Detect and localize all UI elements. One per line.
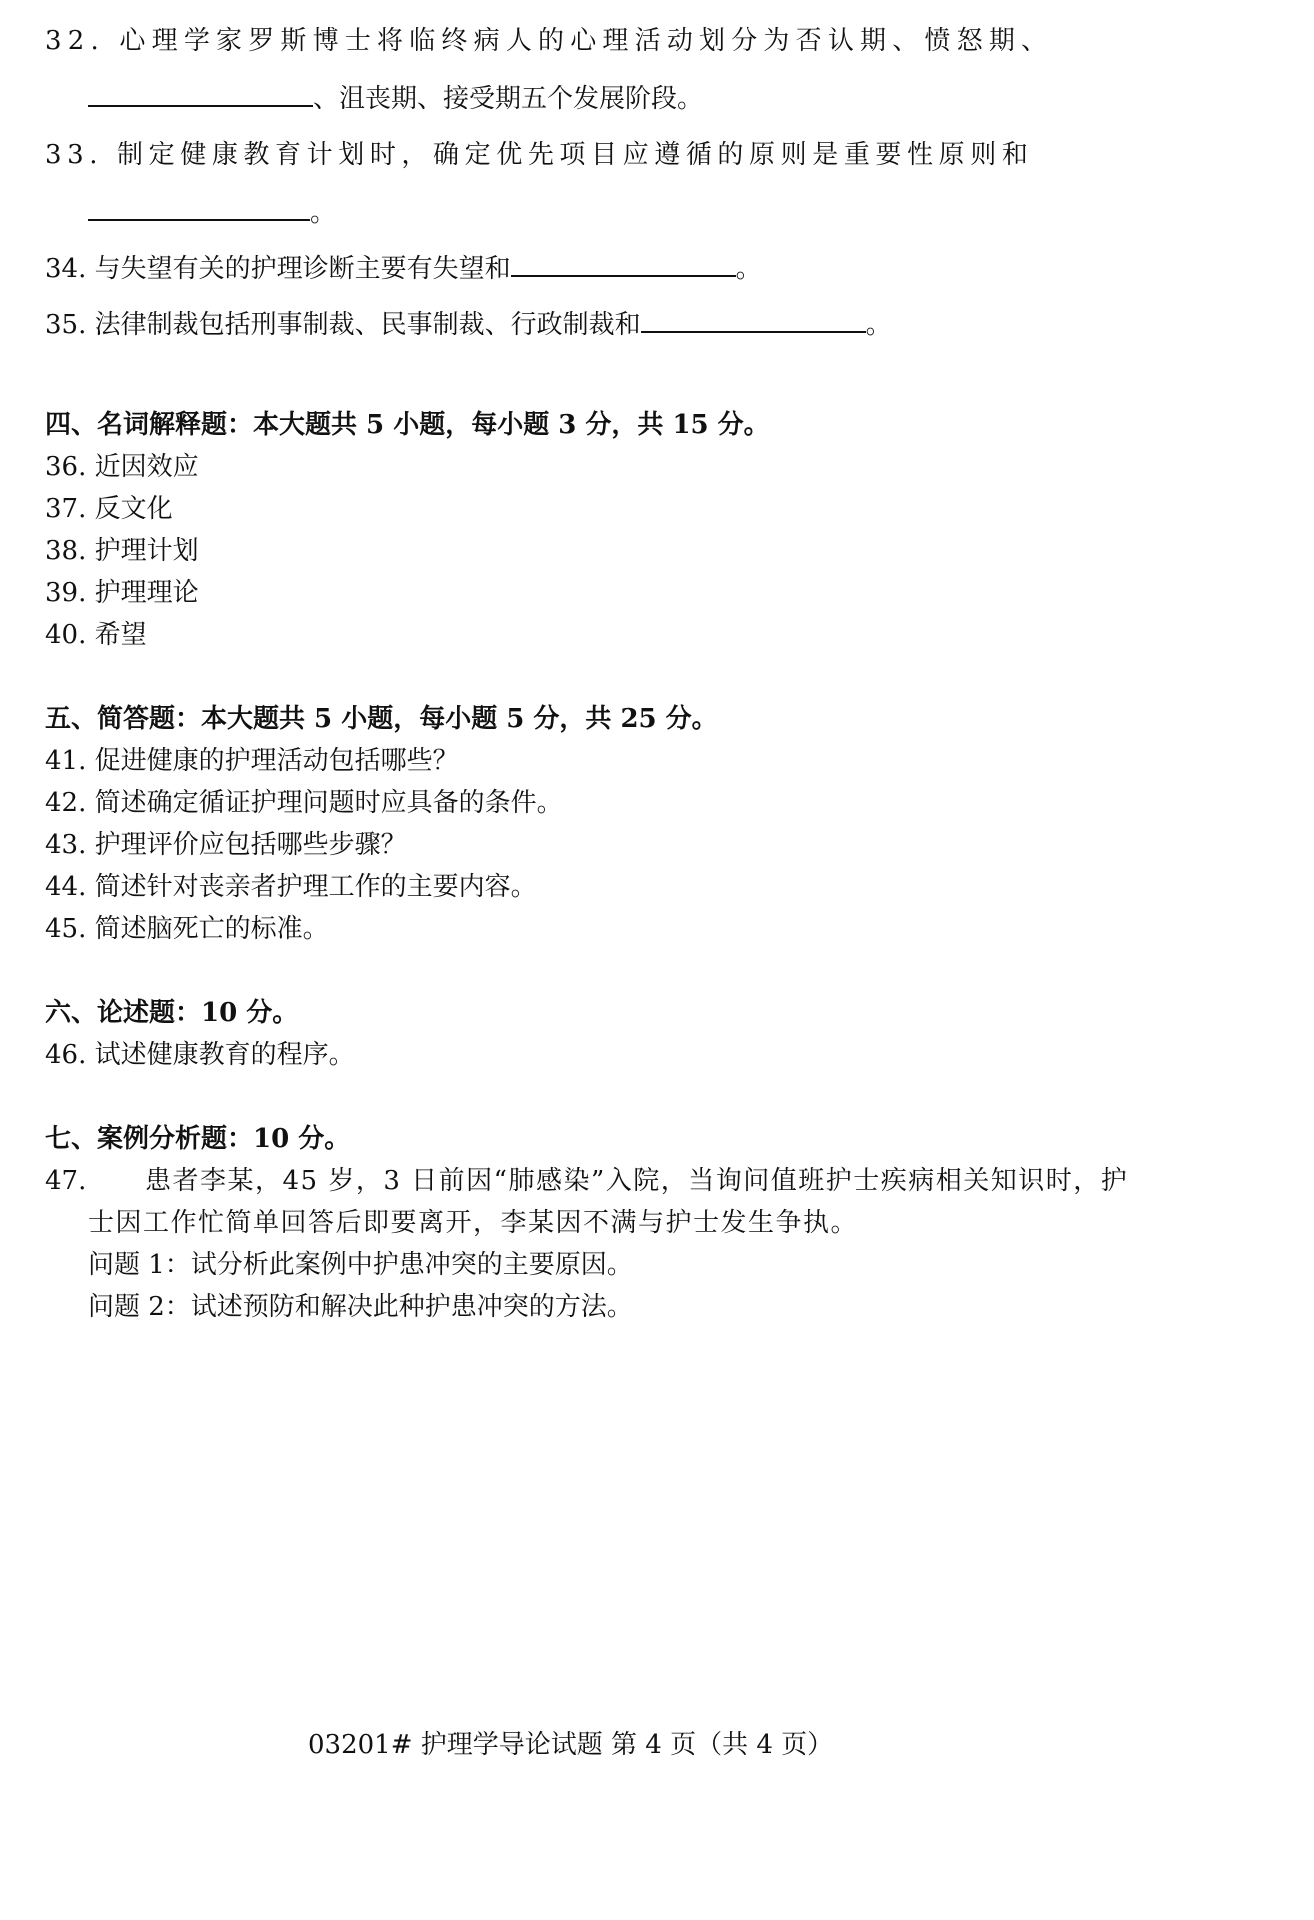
q38: 38. 护理计划 [45, 536, 199, 566]
section5-heading: 五、简答题：本大题共 5 小题，每小题 5 分，共 25 分。 [45, 704, 718, 734]
q32-blank[interactable] [88, 83, 313, 107]
q47-question1: 问题 1：试分析此案例中护患冲突的主要原因。 [88, 1250, 633, 1280]
q40: 40. 希望 [45, 620, 147, 650]
q33-line2-text: 。 [310, 198, 337, 228]
q35-blank[interactable] [641, 309, 866, 333]
q34-blank[interactable] [511, 253, 736, 277]
q47-question2: 问题 2：试述预防和解决此种护患冲突的方法。 [88, 1292, 633, 1322]
q36: 36. 近因效应 [45, 452, 199, 482]
q33-line2 [88, 196, 336, 230]
page-footer: 03201# 护理学导论试题 第 4 页（共 4 页） [308, 1730, 834, 1760]
q43: 43. 护理评价应包括哪些步骤？ [45, 830, 407, 860]
q47-line2: 士因工作忙简单回答后即要离开，李某因不满与护士发生争执。 [88, 1208, 859, 1238]
q46: 46. 试述健康教育的程序。 [45, 1040, 355, 1070]
q34-text: 34. 与失望有关的护理诊断主要有失望和 [45, 254, 511, 284]
q47-number: 47. [45, 1166, 87, 1196]
q44: 44. 简述针对丧亲者护理工作的主要内容。 [45, 872, 537, 902]
q47-line1 [45, 1164, 1128, 1198]
section6-heading: 六、论述题：10 分。 [45, 998, 299, 1028]
q32-line2 [88, 82, 703, 116]
q34-line [45, 252, 762, 286]
section7-heading: 七、案例分析题：10 分。 [45, 1124, 351, 1154]
q33-line1: 33. 制定健康教育计划时，确定优先项目应遵循的原则是重要性原则和 [45, 140, 1034, 170]
q33-blank[interactable] [88, 197, 310, 221]
section4-heading: 四、名词解释题：本大题共 5 小题，每小题 3 分，共 15 分。 [45, 410, 770, 440]
q35-end: 。 [865, 310, 892, 340]
q37: 37. 反文化 [45, 494, 173, 524]
q47-text-line1: 患者李某，45 岁，3 日前因“肺感染”入院，当询问值班护士疾病相关知识时，护 [145, 1166, 1129, 1196]
q42: 42. 简述确定循证护理问题时应具备的条件。 [45, 788, 563, 818]
q41: 41. 促进健康的护理活动包括哪些？ [45, 746, 459, 776]
q34-end: 。 [735, 254, 762, 284]
q35-line [45, 308, 892, 342]
q45: 45. 简述脑死亡的标准。 [45, 914, 329, 944]
q35-text: 35. 法律制裁包括刑事制裁、民事制裁、行政制裁和 [45, 310, 641, 340]
q32-line1: 32. 心理学家罗斯博士将临终病人的心理活动划分为否认期、愤怒期、 [45, 26, 1054, 56]
q39: 39. 护理理论 [45, 578, 199, 608]
q32-line2-text: 、沮丧期、接受期五个发展阶段。 [313, 84, 704, 114]
